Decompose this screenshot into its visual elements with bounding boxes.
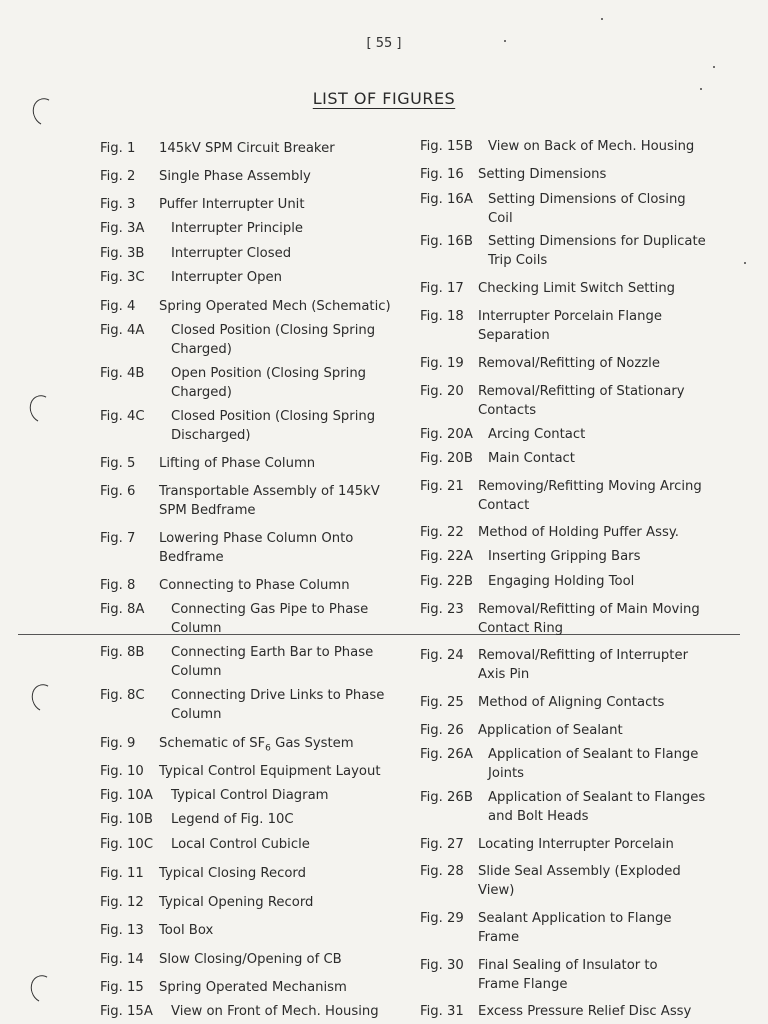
figure-number: Fig. 6 — [100, 484, 136, 499]
figure-caption: Arcing Contact — [488, 427, 586, 442]
figure-number: Fig. 8C — [100, 688, 145, 703]
figure-caption: Frame — [478, 930, 520, 945]
figure-caption: Method of Aligning Contacts — [478, 695, 665, 710]
figure-caption: Excess Pressure Relief Disc Assy — [478, 1004, 692, 1019]
figure-caption: Transportable Assembly of 145kV — [159, 484, 380, 499]
figure-number: Fig. 20 — [420, 384, 464, 399]
figure-caption: Main Contact — [488, 451, 575, 466]
figure-number: Fig. 17 — [420, 281, 464, 296]
figure-caption: View on Back of Mech. Housing — [488, 139, 695, 154]
figure-number: Fig. 1 — [100, 141, 136, 156]
figure-number: Fig. 18 — [420, 309, 464, 324]
figure-number: Fig. 30 — [420, 958, 464, 973]
figure-number: Fig. 11 — [100, 866, 144, 881]
figure-number: Fig. 22A — [420, 549, 473, 564]
figure-caption: Setting Dimensions — [478, 167, 607, 182]
figure-number: Fig. 3 — [100, 197, 136, 212]
figure-caption: Engaging Holding Tool — [488, 574, 635, 589]
figure-caption: Interrupter Closed — [171, 246, 292, 261]
figure-caption: Local Control Cubicle — [171, 837, 310, 852]
figure-number: Fig. 26B — [420, 790, 473, 805]
figure-number: Fig. 16 — [420, 167, 464, 182]
figure-caption: Frame Flange — [478, 977, 568, 992]
figure-number: Fig. 28 — [420, 864, 464, 879]
figure-caption: Column — [171, 664, 222, 679]
figure-caption: Connecting Earth Bar to Phase — [171, 645, 374, 660]
figure-caption: Sealant Application to Flange — [478, 911, 672, 926]
figure-caption: Interrupter Porcelain Flange — [478, 309, 662, 324]
figure-number: Fig. 13 — [100, 923, 144, 938]
figure-number: Fig. 3A — [100, 221, 145, 236]
figure-caption: Application of Sealant to Flange — [488, 747, 699, 762]
figure-caption: Removal/Refitting of Interrupter — [478, 648, 688, 663]
figure-number: Fig. 31 — [420, 1004, 464, 1019]
figure-caption: Inserting Gripping Bars — [488, 549, 641, 564]
figure-number: Fig. 3B — [100, 246, 145, 261]
figure-number: Fig. 20B — [420, 451, 473, 466]
figure-caption: Tool Box — [159, 923, 214, 938]
figure-number: Fig. 15 — [100, 980, 144, 995]
figure-caption: Joints — [488, 766, 525, 781]
figure-caption: Charged) — [171, 342, 232, 357]
figure-caption: Final Sealing of Insulator to — [478, 958, 658, 973]
figure-number: Fig. 19 — [420, 356, 464, 371]
figure-caption: Closed Position (Closing Spring — [171, 323, 376, 338]
figure-caption: Single Phase Assembly — [159, 169, 311, 184]
figure-caption: Column — [171, 707, 222, 722]
figure-caption: Removal/Refitting of Main Moving — [478, 602, 700, 617]
figure-caption: Trip Coils — [488, 253, 548, 268]
figure-caption: Contact — [478, 498, 530, 513]
figure-caption: Slow Closing/Opening of CB — [159, 952, 342, 967]
figure-caption: Open Position (Closing Spring — [171, 366, 367, 381]
figure-number: Fig. 8A — [100, 602, 145, 617]
figure-number: Fig. 21 — [420, 479, 464, 494]
figure-number: Fig. 4C — [100, 409, 145, 424]
figure-caption: Setting Dimensions of Closing — [488, 192, 686, 207]
figure-number: Fig. 8 — [100, 578, 136, 593]
figure-caption: Application of Sealant — [478, 723, 623, 738]
figure-caption: Connecting Drive Links to Phase — [171, 688, 385, 703]
figure-number: Fig. 9 — [100, 736, 136, 751]
figure-number: Fig. 4B — [100, 366, 145, 381]
figure-number: Fig. 15B — [420, 139, 473, 154]
figure-caption: Removal/Refitting of Stationary — [478, 384, 685, 399]
figure-number: Fig. 10B — [100, 812, 153, 827]
figure-caption: View on Front of Mech. Housing — [171, 1004, 379, 1019]
figure-caption: Setting Dimensions for Duplicate — [488, 234, 706, 249]
figure-number: Fig. 16A — [420, 192, 473, 207]
figure-number: Fig. 12 — [100, 895, 144, 910]
figure-number: Fig. 4A — [100, 323, 145, 338]
figure-caption: Charged) — [171, 385, 232, 400]
figure-number: Fig. 27 — [420, 837, 464, 852]
figure-caption: Contacts — [478, 403, 537, 418]
figure-caption: Puffer Interrupter Unit — [159, 197, 305, 212]
figure-caption: Interrupter Open — [171, 270, 282, 285]
figure-caption: Discharged) — [171, 428, 251, 443]
figure-caption: Checking Limit Switch Setting — [478, 281, 676, 296]
figure-caption: Locating Interrupter Porcelain — [478, 837, 674, 852]
figure-number: Fig. 5 — [100, 456, 136, 471]
figure-caption: Typical Closing Record — [159, 866, 306, 881]
figure-caption: 145kV SPM Circuit Breaker — [159, 141, 335, 156]
figure-caption: Typical Control Equipment Layout — [159, 764, 381, 779]
figure-caption: Connecting to Phase Column — [159, 578, 350, 593]
figure-number: Fig. 10 — [100, 764, 144, 779]
figure-number: Fig. 23 — [420, 602, 464, 617]
figure-caption: Closed Position (Closing Spring — [171, 409, 376, 424]
figure-number: Fig. 29 — [420, 911, 464, 926]
figure-caption: Lifting of Phase Column — [159, 456, 316, 471]
figure-number: Fig. 2 — [100, 169, 136, 184]
figure-caption: and Bolt Heads — [488, 809, 589, 824]
figure-caption: Coil — [488, 211, 513, 226]
figure-caption: Legend of Fig. 10C — [171, 812, 294, 827]
figure-caption: Schematic of $SF_6$ Gas System — [159, 736, 354, 754]
figure-number: Fig. 7 — [100, 531, 136, 546]
figure-number: Fig. 24 — [420, 648, 464, 663]
figure-caption: Lowering Phase Column Onto — [159, 531, 354, 546]
figure-caption: Application of Sealant to Flanges — [488, 790, 706, 805]
figure-number: Fig. 16B — [420, 234, 473, 249]
page-number: [ 55 ] — [366, 36, 402, 51]
figure-number: Fig. 26A — [420, 747, 473, 762]
figure-caption: Column — [171, 621, 222, 636]
figure-caption: Typical Opening Record — [159, 895, 314, 910]
figure-number: Fig. 4 — [100, 299, 136, 314]
figure-number: Fig. 20A — [420, 427, 473, 442]
figure-number: Fig. 10C — [100, 837, 154, 852]
figure-caption: Separation — [478, 328, 550, 343]
figure-caption: Method of Holding Puffer Assy. — [478, 525, 679, 540]
figure-number: Fig. 8B — [100, 645, 145, 660]
figure-caption: Spring Operated Mechanism — [159, 980, 347, 995]
figure-caption: Contact Ring — [478, 621, 564, 636]
figure-number: Fig. 26 — [420, 723, 464, 738]
figure-number: Fig. 25 — [420, 695, 464, 710]
figure-number: Fig. 3C — [100, 270, 145, 285]
figure-number: Fig. 10A — [100, 788, 153, 803]
figure-caption: Interrupter Principle — [171, 221, 303, 236]
figure-number: Fig. 22B — [420, 574, 473, 589]
figure-caption: View) — [478, 883, 515, 898]
figure-caption: Removing/Refitting Moving Arcing — [478, 479, 702, 494]
figure-number: Fig. 22 — [420, 525, 464, 540]
figure-caption: Slide Seal Assembly (Exploded — [478, 864, 681, 879]
figure-number: Fig. 15A — [100, 1004, 153, 1019]
figure-caption: SPM Bedframe — [159, 503, 256, 518]
figure-caption: Spring Operated Mech (Schematic) — [159, 299, 391, 314]
figure-caption: Removal/Refitting of Nozzle — [478, 356, 660, 371]
figure-caption: Bedframe — [159, 550, 224, 565]
figure-caption: Axis Pin — [478, 667, 530, 682]
figure-caption: Typical Control Diagram — [171, 788, 329, 803]
figure-number: Fig. 14 — [100, 952, 144, 967]
figure-caption: Connecting Gas Pipe to Phase — [171, 602, 369, 617]
page-title-text: LIST OF FIGURES — [312, 89, 456, 108]
